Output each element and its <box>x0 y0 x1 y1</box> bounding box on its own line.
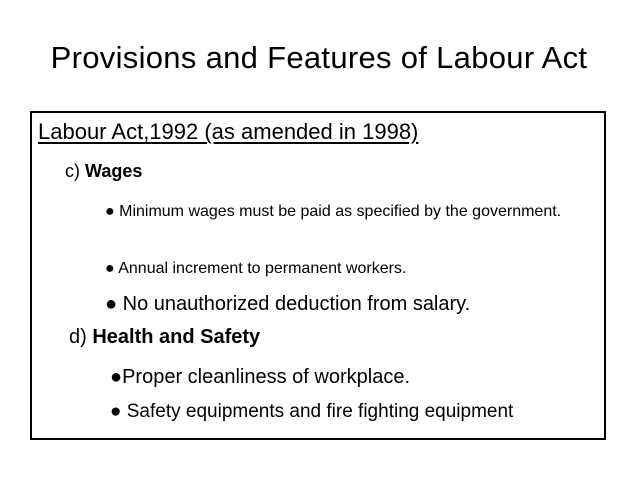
health-safety-heading <box>69 324 260 350</box>
wages-bullet-no-deduction: ● No unauthorized deduction from salary. <box>105 293 471 315</box>
health-bullet-cleanliness: ●Proper cleanliness of workplace. <box>110 366 410 388</box>
health-safety-heading-prefix: d) <box>69 326 93 348</box>
content-box <box>30 111 606 440</box>
wages-heading-prefix: c) <box>65 161 85 181</box>
wages-bullet-annual-increment: ● Annual increment to permanent workers. <box>105 260 407 277</box>
wages-heading <box>65 159 142 183</box>
wages-bullet-minimum-wages: ● Minimum wages must be paid as specified by the government. <box>105 203 562 220</box>
health-safety-heading-label: Health and Safety <box>92 326 261 348</box>
wages-heading-label: Wages <box>85 161 143 181</box>
slide-title: Provisions and Features of Labour Act <box>50 40 588 75</box>
health-bullet-safety-equipment: ● Safety equipments and fire fighting equipment <box>110 401 514 422</box>
section-heading: Labour Act,1992 (as amended in 1998) <box>38 119 419 144</box>
